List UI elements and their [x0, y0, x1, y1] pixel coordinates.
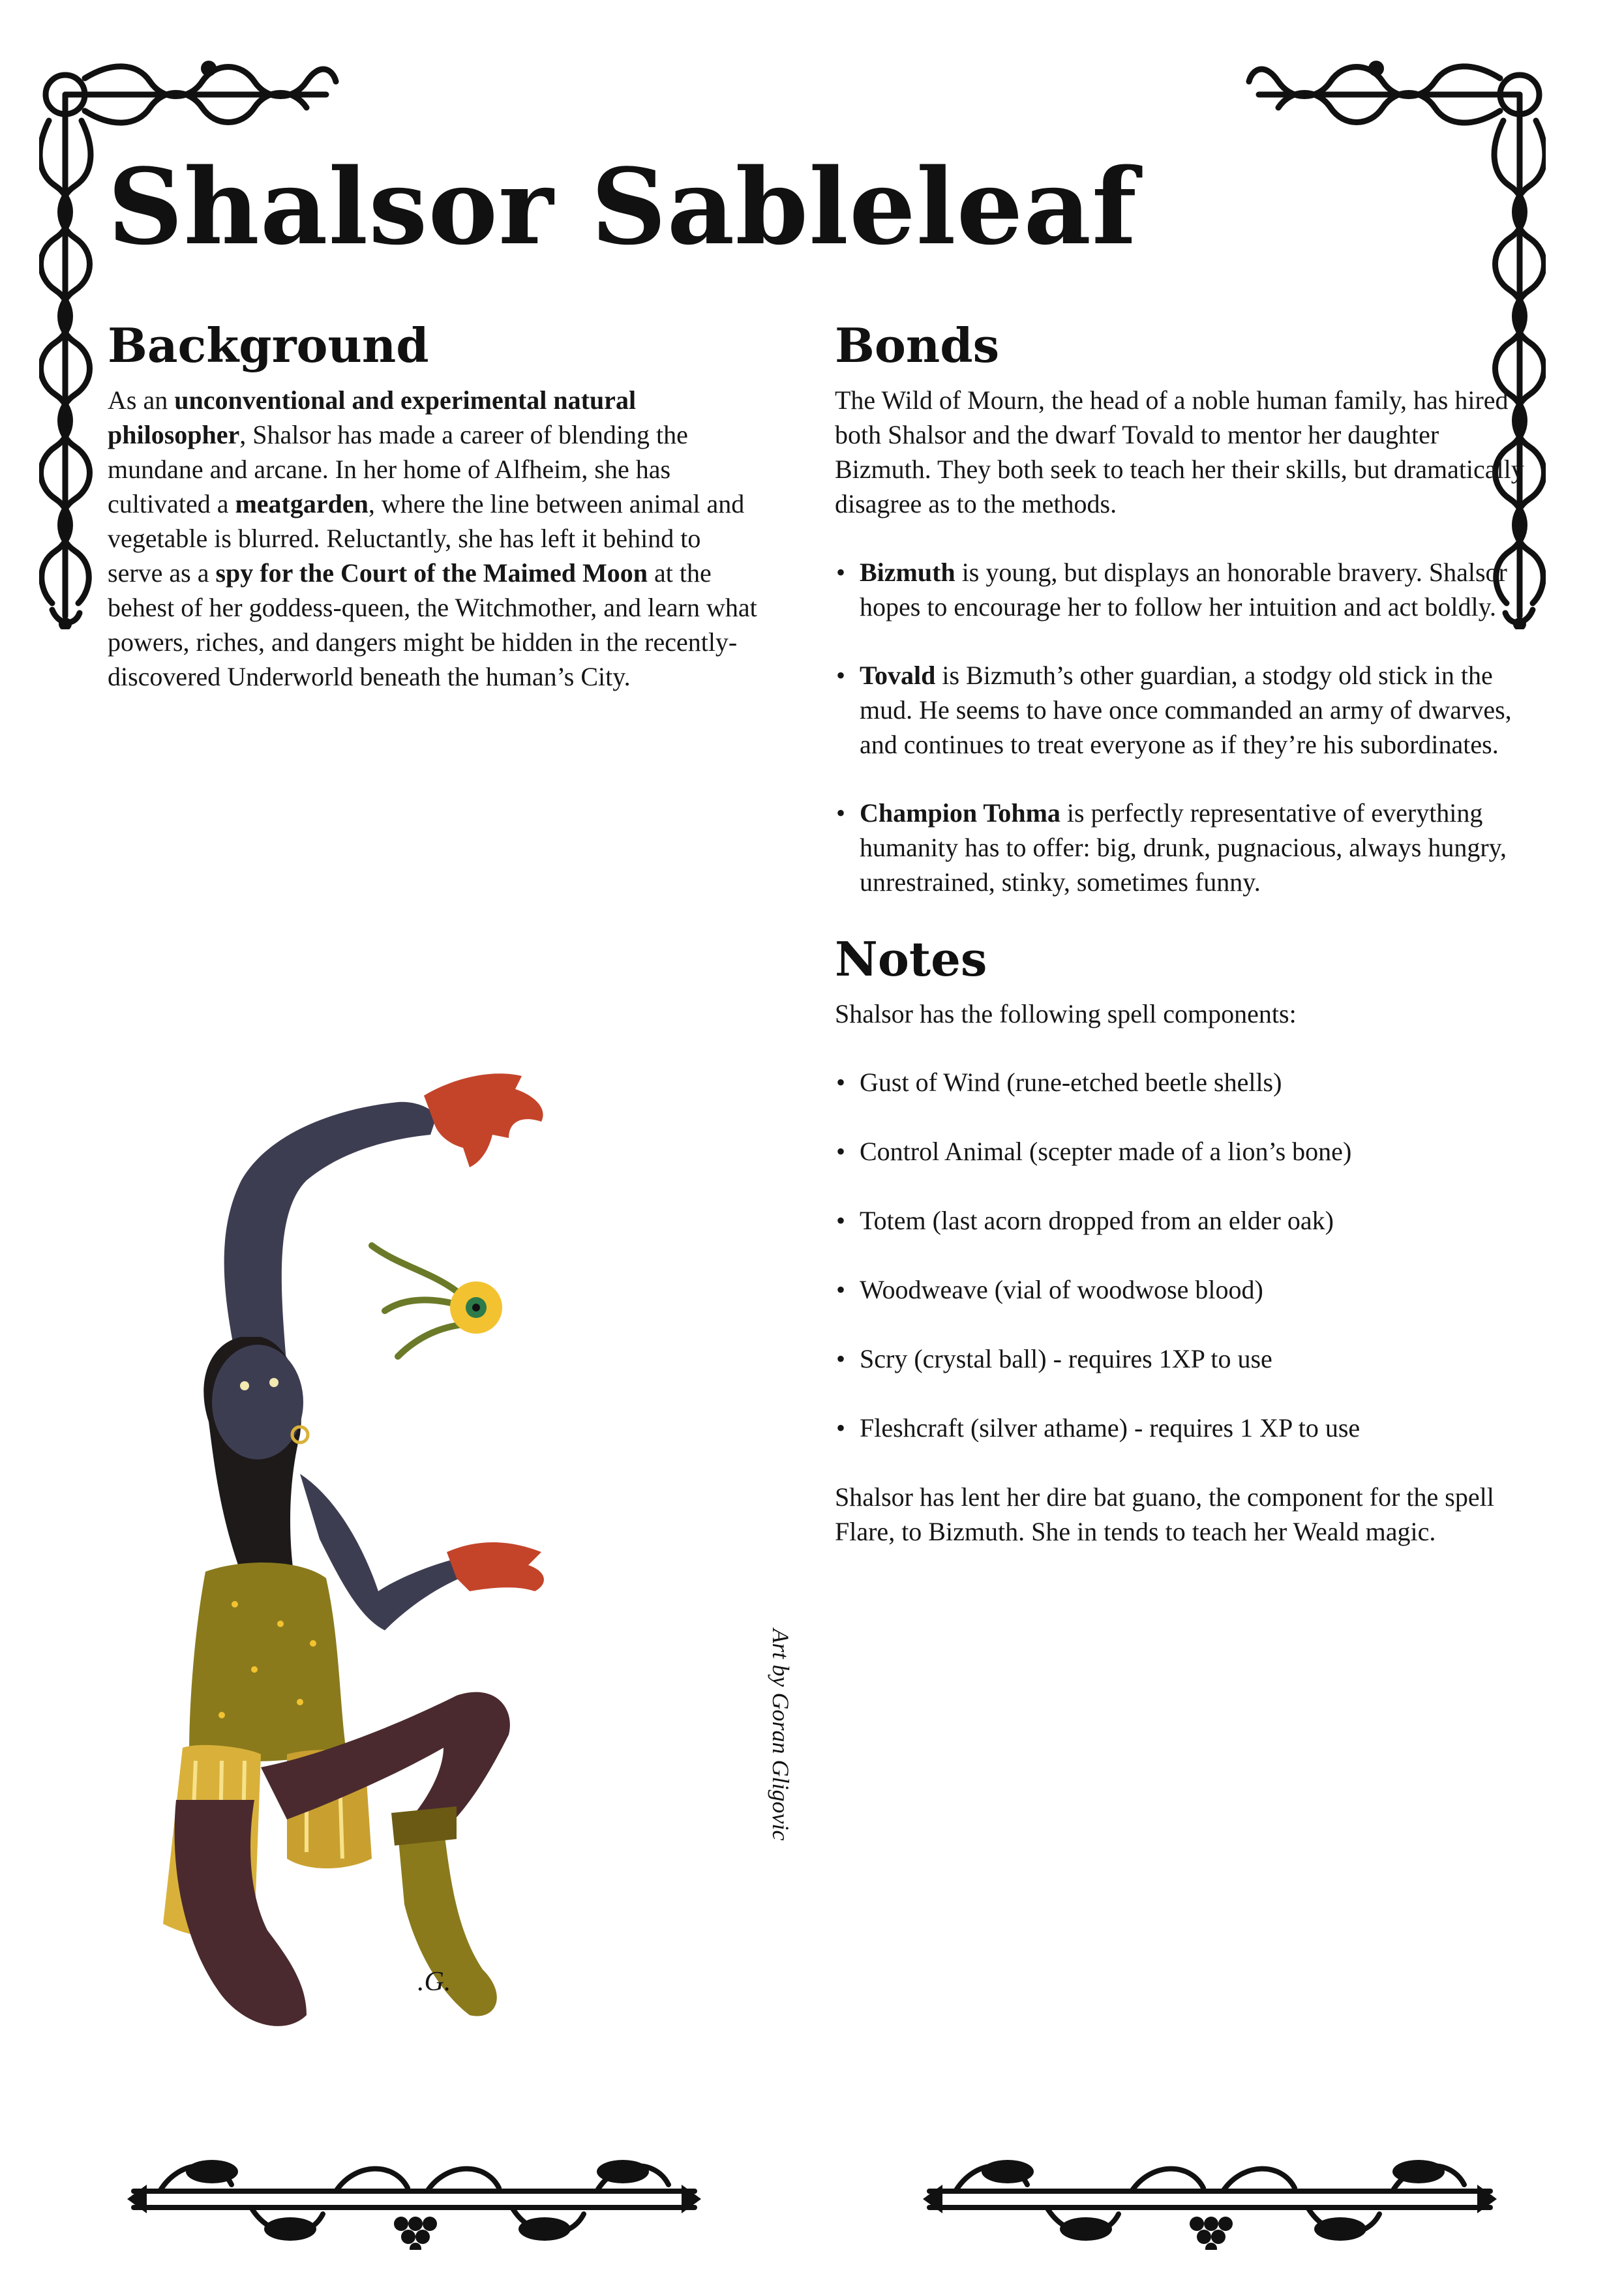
background-text: As an: [108, 385, 175, 415]
bond-name: Champion Tohma: [860, 798, 1060, 828]
bonds-intro: The Wild of Mourn, the head of a noble human family, has hired both Shalsor and the dwarf Tovald to mentor her daughter Bizmuth. They both seek to teach her their skills, but dramatically disagree as to the methods.: [835, 385, 1524, 519]
bonds-heading: Bonds: [835, 318, 1000, 373]
background-paragraph: [108, 383, 760, 694]
bond-name: Tovald: [860, 661, 936, 691]
notes-intro: Shalsor has the following spell components:: [835, 999, 1297, 1029]
list-item: [835, 796, 1526, 899]
notes-heading: Notes: [835, 931, 987, 987]
bond-name: Bizmuth: [860, 558, 955, 588]
list-item: [835, 658, 1526, 762]
notes-closing: Shalsor has lent her dire bat guano, the component for the spell Flare, to Bizmuth. She in tends to teach her Weald magic.: [835, 1482, 1494, 1547]
background-emphasis: spy for the Court of the Maimed Moon: [215, 558, 648, 588]
page-title: Shalsor Sableleaf: [108, 145, 1137, 268]
list-item: • Fleshcraft (silver athame) - requires 1 XP to use: [835, 1411, 1526, 1445]
bond-description: is young, but displays an honorable bravery. Shalsor hopes to encourage her to follow her intuition and act boldly.: [860, 558, 1507, 622]
background-text: at the behest of her goddess-queen, the Witchmother, and learn what powers, riches, and dangers might be hidden in the recently-discovered Underworld beneath the human’s City.: [108, 558, 757, 692]
artist-signature: .G.: [417, 1967, 451, 1997]
list-item: • Control Animal (scepter made of a lion’s bone): [835, 1134, 1526, 1169]
background-emphasis: unconventional and experimental natural philosopher: [108, 385, 637, 450]
bond-description: is perfectly representative of everything humanity has to offer: big, drunk, pugnacious, always hungry, unrestrained, stinky, sometimes funny.: [860, 798, 1507, 897]
character-illustration: [91, 1017, 783, 2100]
background-emphasis: meatgarden: [235, 489, 368, 519]
right-column: [835, 320, 1526, 1549]
list-item: • Woodweave (vial of woodwose blood): [835, 1272, 1526, 1307]
list-item: • Totem (last acorn dropped from an elder oak): [835, 1203, 1526, 1238]
background-text: , Shalsor has made a career of blending the mundane and arcane. In her home of Alfheim, she has cultivated a: [108, 420, 688, 519]
background-text: , where the line between animal and vegetable is blurred. Reluctantly, she has left it behind to serve as a: [108, 489, 745, 588]
art-credit: Art by Goran Gligovic: [768, 1628, 794, 1841]
list-item: [835, 555, 1526, 624]
bottom-right-vine-ornament: [916, 2152, 1503, 2250]
background-heading: Background: [108, 318, 429, 373]
spell-components-list: [835, 1065, 1526, 1445]
list-item: • Scry (crystal ball) - requires 1XP to use: [835, 1341, 1526, 1376]
background-section: [108, 320, 760, 694]
bond-description: is Bizmuth’s other guardian, a stodgy old stick in the mud. He seems to have once commanded an army of dwarves, and continues to treat everyone as if they’re his subordinates.: [860, 661, 1512, 760]
list-item: • Gust of Wind (rune-etched beetle shells): [835, 1065, 1526, 1100]
bonds-list: [835, 555, 1526, 899]
bottom-left-vine-ornament: [121, 2152, 708, 2250]
